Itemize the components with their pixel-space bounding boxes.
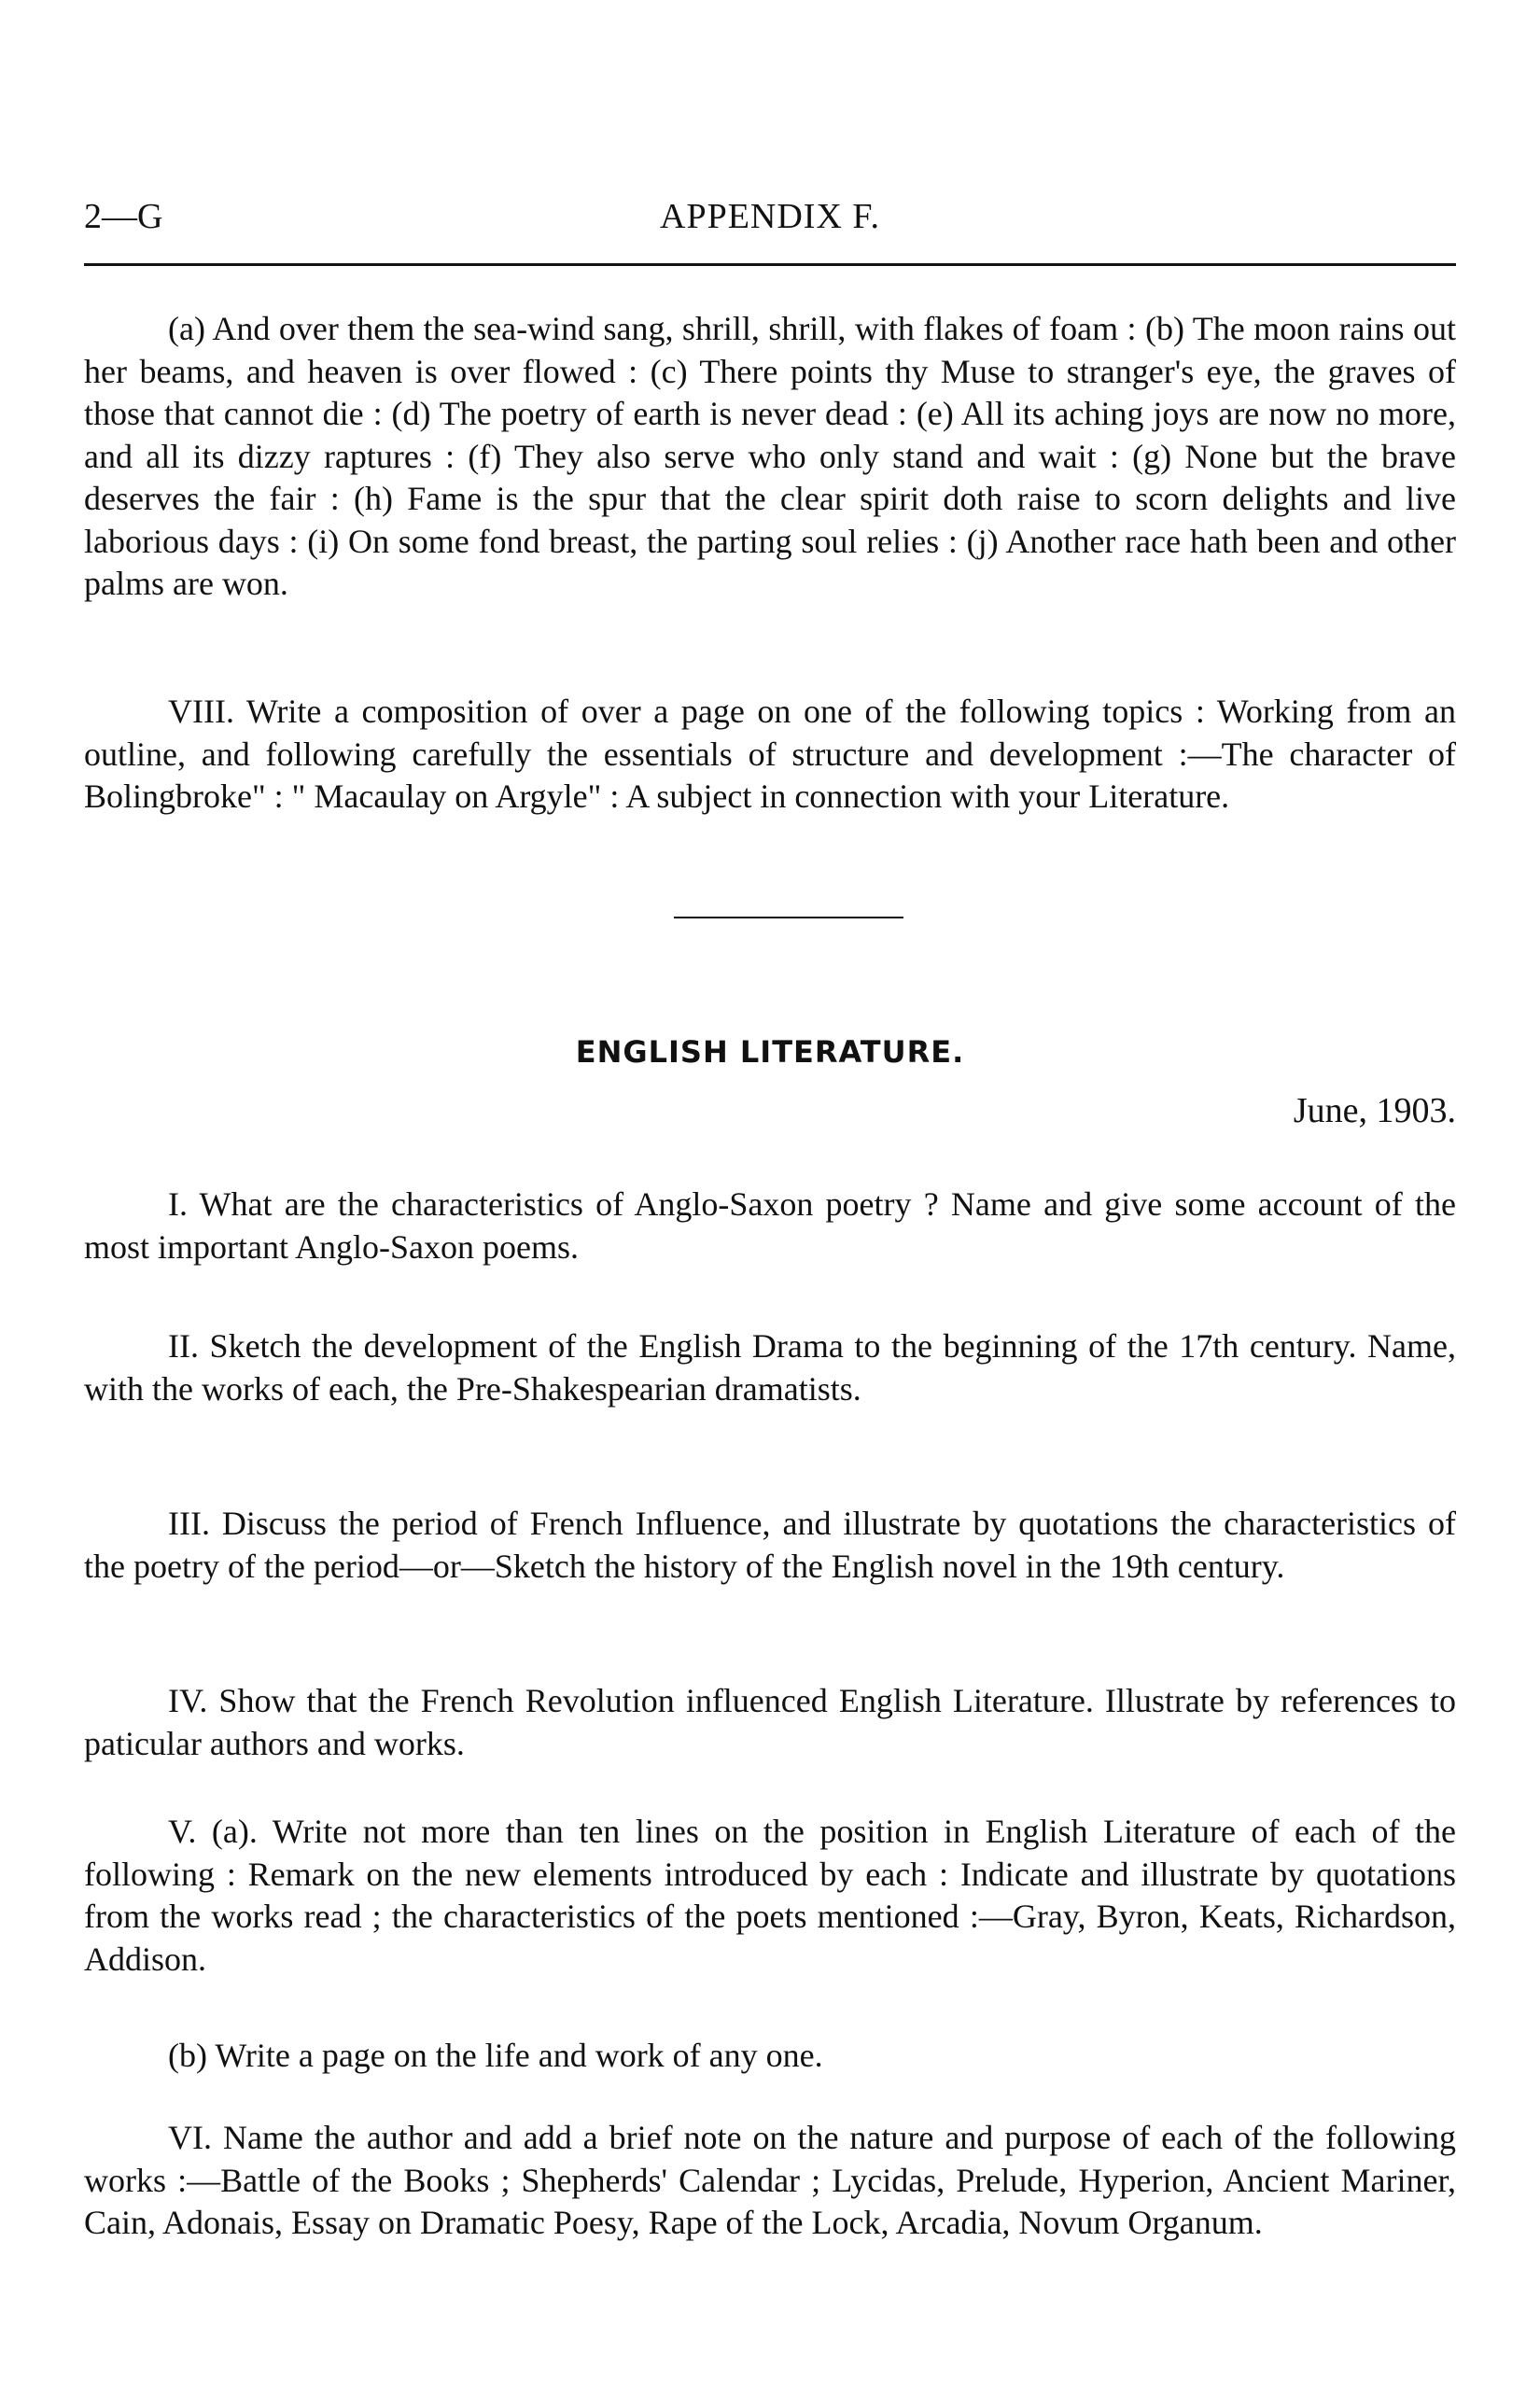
section-divider bbox=[674, 917, 903, 918]
question-v-b: (b) Write a page on the life and work of any one. bbox=[168, 2037, 823, 2074]
question-viii: VIII. Write a composition of over a page on one of the following topics : Working from an outline, and following carefully the essentials of structure and development :—The character of Bolingbroke" : " Macaulay on Argyle" : A subject in connection with your Literature. bbox=[84, 693, 1456, 815]
page-number: 2—G bbox=[84, 197, 163, 236]
header-rule bbox=[84, 263, 1456, 266]
question-v-a: V. (a). Write not more than ten lines on the position in English Literature of each of the following : Remark on the new elements introduced by each : Indicate and illustrate by quotations from the works read ; the characteristics of the poets mentioned :—Gray, Byron, Keats, Richardson, Addison. bbox=[84, 1813, 1456, 1978]
intro-paragraph: (a) And over them the sea-wind sang, shrill, shrill, with flakes of foam : (b) The moon rains out her beams, and heaven is over flowed : (c) There points thy Muse to stranger's eye, the graves of those that cannot die : (d) The poetry of earth is never dead : (e) All its aching joys are now no more, and all its dizzy raptures : (f) They also serve who only stand and wait : (g) None but the brave deserves the fair : (h) Fame is the spur that the clear spirit doth raise to scorn delights and live laborious days : (i) On some fond breast, the parting soul relies : (j) Another race hath been and other palms are won. bbox=[84, 310, 1456, 602]
question-ii: II. Sketch the development of the English Drama to the beginning of the 17th century. Name, with the works of each, the Pre-Shakespearian dramatists. bbox=[84, 1327, 1456, 1408]
question-vi: VI. Name the author and add a brief note on the nature and purpose of each of the following works :—Battle of the Books ; Shepherds' Calendar ; Lycidas, Prelude, Hyperion, Ancient Mariner, Cain, Adonais, Essay on Dramatic Poesy, Rape of the Lock, Arcadia, Novum Organum. bbox=[84, 2119, 1456, 2241]
page-title: APPENDIX F. bbox=[660, 197, 880, 236]
question-iv: IV. Show that the French Revolution influenced English Literature. Illustrate by references to paticular authors and works. bbox=[84, 1682, 1456, 1762]
question-i: I. What are the characteristics of Anglo-Saxon poetry ? Name and give some account of the most important Anglo-Saxon poems. bbox=[84, 1185, 1456, 1266]
question-iii: III. Discuss the period of French Influence, and illustrate by quotations the characteristics of the poetry of the period—or—Sketch the history of the English novel in the 19th century. bbox=[84, 1505, 1456, 1585]
page-header bbox=[84, 196, 1456, 252]
exam-date: June, 1903. bbox=[1293, 1091, 1456, 1130]
section-title: ENGLISH LITERATURE. bbox=[575, 1034, 965, 1070]
